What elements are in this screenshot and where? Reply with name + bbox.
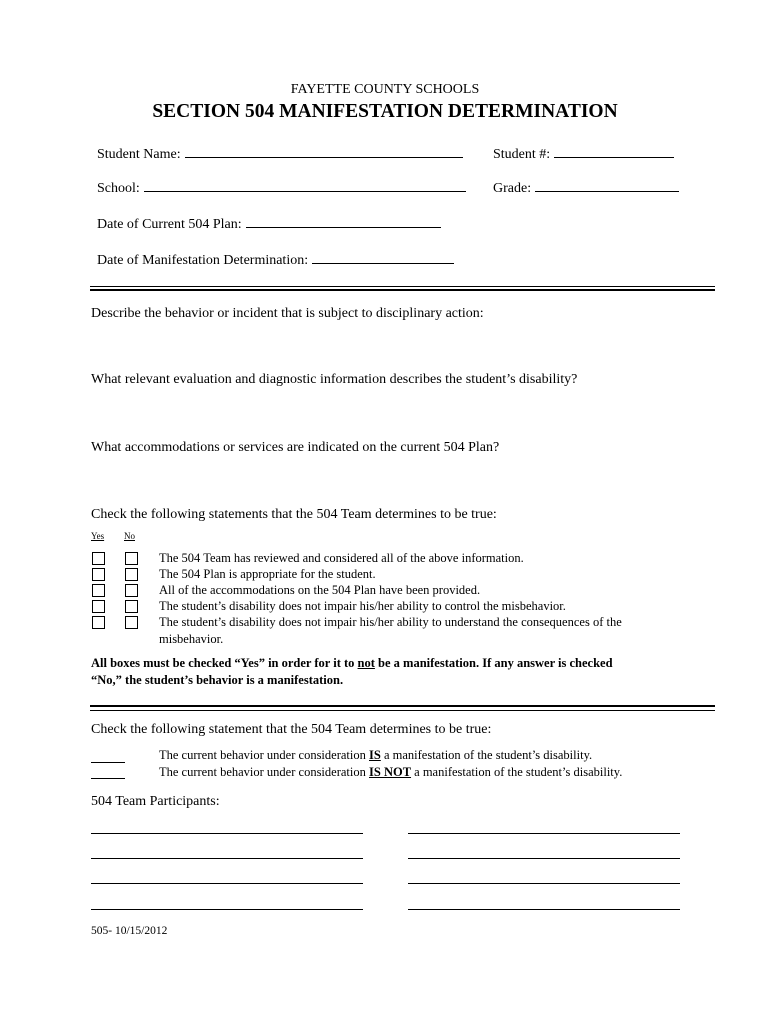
checklist-note-line-2: “No,” the student’s behavior is a manifestation. — [91, 673, 344, 687]
participant-signature-line[interactable] — [91, 858, 363, 859]
is-manifestation-blank[interactable] — [91, 762, 125, 763]
student-number-label: Student #: — [493, 147, 551, 162]
participant-signature-line[interactable] — [408, 833, 680, 834]
determination-date-label: Date of Manifestation Determination: — [97, 253, 309, 268]
grade-field[interactable] — [493, 178, 679, 197]
plan-date-line — [246, 214, 441, 228]
section-divider-2-bottom — [90, 710, 715, 711]
student-name-label: Student Name: — [97, 147, 181, 162]
note-not: not — [357, 656, 375, 670]
page-title: SECTION 504 MANIFESTATION DETERMINATION — [152, 101, 618, 122]
section-divider-2-top — [90, 705, 715, 707]
school-line — [144, 178, 466, 192]
is-not-post: a manifestation of the student’s disability. — [411, 765, 623, 779]
checklist-note-line-1 — [91, 656, 613, 671]
student-name-line — [185, 144, 463, 158]
is-not-manifestation-statement — [159, 765, 622, 780]
no-checkbox-2[interactable] — [125, 568, 138, 581]
yes-column-header: Yes — [91, 531, 105, 541]
participant-signature-line[interactable] — [408, 909, 680, 910]
is-keyword: IS — [369, 748, 381, 762]
form-code: 505- 10/15/2012 — [91, 925, 168, 937]
participant-signature-line[interactable] — [408, 883, 680, 884]
checklist-item-5-continued: misbehavior. — [159, 632, 224, 646]
is-not-keyword: IS NOT — [369, 765, 412, 779]
yes-checkbox-1[interactable] — [92, 552, 105, 565]
org-name: FAYETTE COUNTY SCHOOLS — [290, 82, 480, 97]
note-text-a: All boxes must be checked “Yes” in order for it to — [91, 656, 358, 670]
no-checkbox-1[interactable] — [125, 552, 138, 565]
school-label: School: — [97, 181, 140, 196]
no-checkbox-5[interactable] — [125, 616, 138, 629]
is-pre: The current behavior under consideration — [159, 748, 369, 762]
no-checkbox-4[interactable] — [125, 600, 138, 613]
determination-date-line — [312, 250, 454, 264]
question-evaluation: What relevant evaluation and diagnostic information describes the student’s disability? — [91, 372, 578, 387]
determination-intro: Check the following statement that the 504 Team determines to be true: — [91, 722, 492, 737]
no-column-header: No — [124, 531, 135, 541]
is-not-manifestation-blank[interactable] — [91, 778, 125, 779]
checklist-intro: Check the following statements that the 504 Team determines to be true: — [91, 507, 497, 522]
question-accommodations: What accommodations or services are indicated on the current 504 Plan? — [91, 440, 500, 455]
yes-checkbox-2[interactable] — [92, 568, 105, 581]
participant-signature-line[interactable] — [91, 833, 363, 834]
participant-signature-line[interactable] — [408, 858, 680, 859]
student-name-field[interactable] — [97, 144, 463, 163]
checklist-item-5: The student’s disability does not impair his/her ability to understand the consequences of the — [159, 615, 622, 629]
is-manifestation-statement — [159, 748, 592, 763]
question-behavior: Describe the behavior or incident that is subject to disciplinary action: — [91, 306, 484, 321]
yes-checkbox-4[interactable] — [92, 600, 105, 613]
grade-line — [535, 178, 679, 192]
participant-signature-line[interactable] — [91, 909, 363, 910]
checklist-item-1: The 504 Team has reviewed and considered all of the above information. — [159, 551, 524, 565]
yes-checkbox-3[interactable] — [92, 584, 105, 597]
participants-label: 504 Team Participants: — [91, 794, 220, 809]
no-checkbox-3[interactable] — [125, 584, 138, 597]
participant-signature-line[interactable] — [91, 883, 363, 884]
yes-checkbox-5[interactable] — [92, 616, 105, 629]
section-divider-top — [90, 286, 715, 287]
checklist-item-4: The student’s disability does not impair his/her ability to control the misbehavior. — [159, 599, 566, 613]
plan-date-field[interactable] — [97, 214, 441, 233]
plan-date-label: Date of Current 504 Plan: — [97, 217, 242, 232]
section-divider-bottom — [90, 289, 715, 291]
checklist-item-3: All of the accommodations on the 504 Plan have been provided. — [159, 583, 481, 597]
school-field[interactable] — [97, 178, 466, 197]
grade-label: Grade: — [493, 181, 532, 196]
is-not-pre: The current behavior under consideration — [159, 765, 369, 779]
checklist-item-2: The 504 Plan is appropriate for the student. — [159, 567, 376, 581]
student-number-field[interactable] — [493, 144, 674, 163]
is-post: a manifestation of the student’s disability. — [380, 748, 593, 762]
note-text-b: be a manifestation. If any answer is checked — [374, 656, 613, 670]
determination-date-field[interactable] — [97, 250, 454, 269]
student-number-line — [554, 144, 674, 158]
